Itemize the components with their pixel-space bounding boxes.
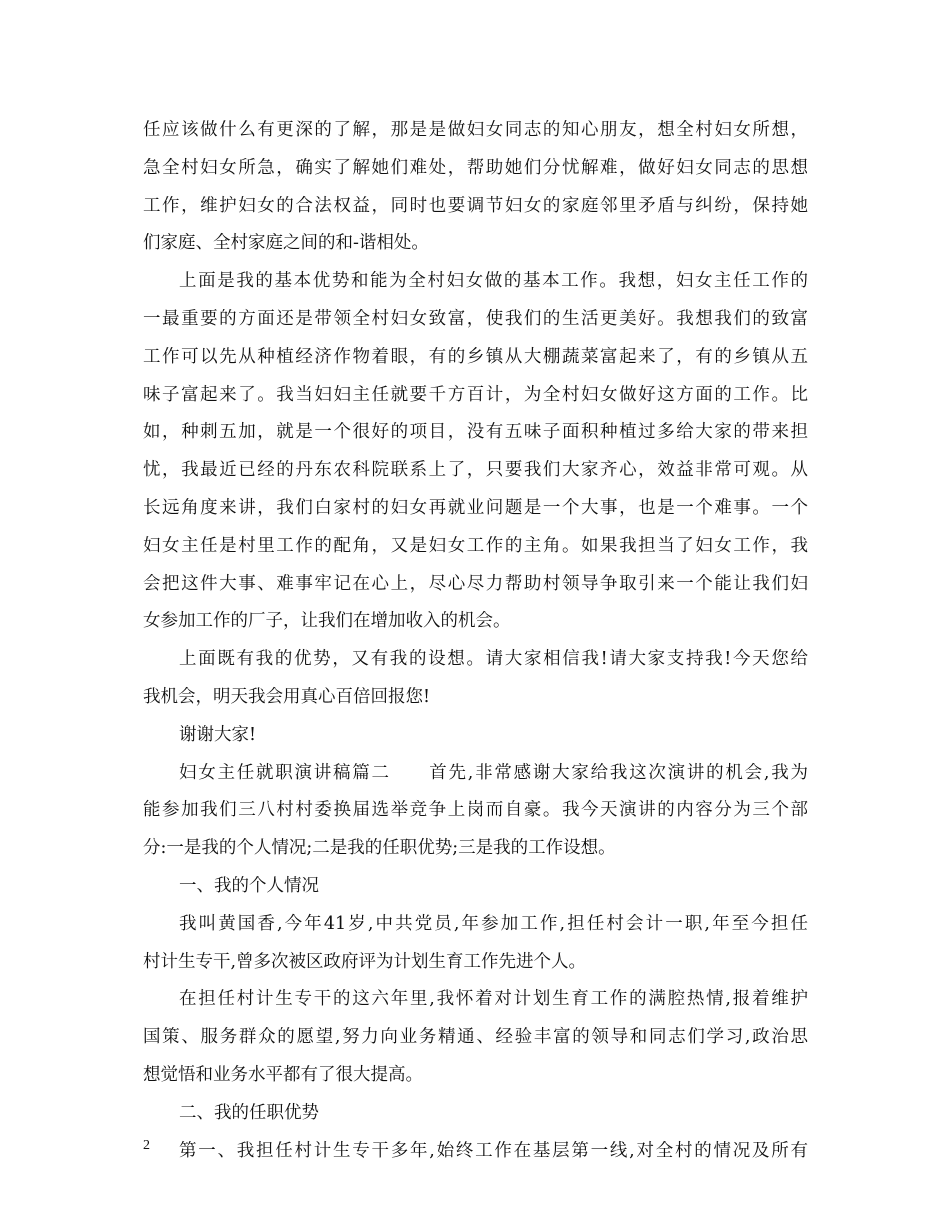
- text-line: 妇女主任就职演讲稿篇二 首先,非常感谢大家给我这次演讲的机会,我为: [179, 762, 808, 783]
- text-line: 工作，维护妇女的合法权益，同时也要调节妇女的家庭邻里矛盾与纠纷，保持她: [143, 195, 808, 216]
- text-line: 国策、服务群众的愿望,努力向业务精通、经验丰富的领导和同志们学习,政治思: [143, 1027, 808, 1048]
- text-line: 村计生专干,曾多次被区政府评为计划生育工作先进个人。: [143, 951, 587, 972]
- text-line: 上面既有我的优势，又有我的设想。请大家相信我!请大家支持我!今天您给: [179, 649, 808, 670]
- text-line: 谢谢大家!: [179, 724, 257, 745]
- text-line: 我机会，明天我会用真心百倍回报您!: [143, 686, 431, 707]
- text-line: 想觉悟和业务水平都有了很大提高。: [143, 1064, 423, 1085]
- text-line: 会把这件大事、难事牢记在心上，尽心尽力帮助村领导争取引来一个能让我们妇: [143, 573, 808, 594]
- text-line: 二、我的任职优势: [179, 1102, 319, 1123]
- text-line: 妇女主任是村里工作的配角，又是妇女工作的主角。如果我担当了妇女工作，我: [143, 535, 808, 556]
- text-line: 分:一是我的个人情况;二是我的任职优势;三是我的工作设想。: [143, 838, 616, 859]
- text-line: 工作可以先从种植经济作物着眼，有的乡镇从大棚蔬菜富起来了，有的乡镇从五: [143, 346, 808, 367]
- text-line: 们家庭、全村家庭之间的和-谐相处。: [143, 233, 429, 254]
- text-line: 第一、我担任村计生专干多年,始终工作在基层第一线,对全村的情况及所有: [179, 1140, 808, 1161]
- text-line: 我叫黄国香,今年41岁,中共党员,年参加工作,担任村会计一职,年至今担任: [179, 913, 808, 934]
- text-line: 味子富起来了。我当妇妇主任就要千方百计，为全村妇女做好这方面的工作。比: [143, 384, 808, 405]
- page-number: 2: [143, 1138, 150, 1153]
- text-line: 能参加我们三八村村委换届选举竞争上岗而自豪。我今天演讲的内容分为三个部: [143, 800, 808, 821]
- text-line: 急全村妇女所急，确实了解她们难处，帮助她们分忧解难，做好妇女同志的思想: [143, 157, 808, 178]
- text-line: 上面是我的基本优势和能为全村妇女做的基本工作。我想，妇女主任工作的: [179, 271, 808, 292]
- document-body: [143, 112, 808, 1170]
- text-line: 如，种刺五加，就是一个很好的项目，没有五味子面积种植过多给大家的带来担: [143, 422, 808, 443]
- text-line: 忧，我最近已经的丹东农科院联系上了，只要我们大家齐心，效益非常可观。从: [143, 460, 808, 481]
- text-line: 一、我的个人情况: [179, 875, 319, 896]
- text-line: 女参加工作的厂子，让我们在增加收入的机会。: [143, 611, 511, 632]
- text-line: 一最重要的方面还是带领全村妇女致富，使我们的生活更美好。我想我们的致富: [143, 308, 808, 329]
- text-line: 任应该做什么有更深的了解，那是是做妇女同志的知心朋友，想全村妇女所想，: [143, 120, 808, 140]
- text-line: 长远角度来讲，我们白家村的妇女再就业问题是一个大事，也是一个难事。一个: [143, 497, 808, 518]
- text-line: 在担任村计生专干的这六年里,我怀着对计划生育工作的满腔热情,报着维护: [179, 989, 808, 1010]
